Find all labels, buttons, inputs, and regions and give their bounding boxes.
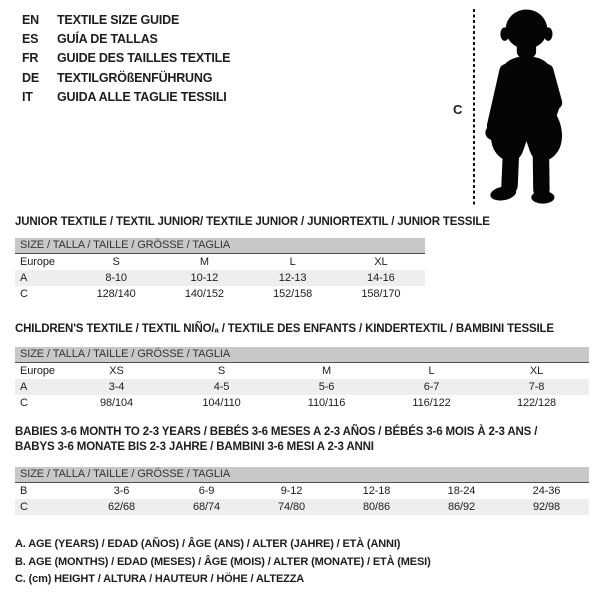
cell-value: 3-6: [113, 485, 130, 497]
row-label: A: [20, 381, 28, 393]
size-header-bar: SIZE / TALLA / TAILLE / GRÖSSE / TAGLIA: [15, 467, 589, 483]
language-row: [22, 30, 230, 49]
language-title: GUÍA DE TALLAS: [57, 32, 158, 47]
row-label: C: [20, 288, 28, 300]
language-row: [22, 88, 230, 107]
cell-value: S: [112, 256, 120, 268]
footnote-line: A. AGE (YEARS) / EDAD (AÑOS) / ÂGE (ANS) / ALTER (JAHRE) / ETÀ (ANNI): [15, 538, 401, 550]
language-code: IT: [22, 89, 33, 104]
table-row: [15, 483, 589, 499]
cell-value: M: [321, 365, 332, 377]
cell-value: 9-12: [280, 485, 303, 497]
language-row: [22, 11, 230, 30]
cell-value: 68/74: [192, 501, 221, 513]
cell-value: 116/122: [412, 397, 451, 409]
cell-value: 12-13: [278, 272, 307, 284]
cell-value: 5-6: [318, 381, 335, 393]
cell-value: 4-5: [213, 381, 230, 393]
table-row: [15, 499, 589, 515]
cell-value: 80/86: [362, 501, 391, 513]
cell-value: 92/98: [532, 501, 561, 513]
size-section: [15, 322, 589, 411]
table-row: [15, 395, 589, 411]
cell-value: M: [199, 256, 209, 268]
language-title: TEXTILE SIZE GUIDE: [57, 13, 180, 27]
cell-value: 104/110: [202, 397, 241, 409]
language-title: TEXTILGRÖßENFÜHRUNG: [57, 70, 213, 85]
section-title: CHILDREN'S TEXTILE / TEXTIL NIÑO/ₐ / TEXTILE DES ENFANTS / KINDERTEXTIL / BAMBINI TESSILE: [15, 323, 554, 335]
cell-value: XS: [109, 365, 124, 377]
cell-value: 86/92: [447, 501, 476, 513]
section-title: BABIES 3-6 MONTH TO 2-3 YEARS / BEBÉS 3-6 MESES A 2-3 AÑOS / BÉBÉS 3-6 MOIS À 2-3 ANS /: [15, 426, 538, 438]
row-label: B: [20, 485, 28, 497]
cell-value: XL: [374, 256, 388, 268]
cell-value: 74/80: [277, 501, 306, 513]
cell-value: 62/68: [107, 501, 136, 513]
cell-value: 18-24: [447, 485, 476, 497]
cell-value: 98/104: [99, 397, 134, 409]
size-table: [15, 483, 589, 515]
table-body: [15, 363, 589, 411]
size-table: [15, 363, 589, 411]
cell-value: 110/116: [307, 397, 346, 409]
cell-value: 12-18: [362, 485, 391, 497]
language-list: [22, 11, 230, 107]
baby-silhouette-icon: [479, 8, 571, 206]
cell-value: L: [289, 256, 296, 268]
cell-value: 152/158: [273, 288, 313, 300]
footnote-line: B. AGE (MONTHS) / EDAD (MESES) / ÂGE (MOIS) / ALTER (MONATE) / ETÀ (MESI): [15, 555, 431, 568]
row-label: C: [20, 397, 28, 409]
cell-value: 158/170: [361, 288, 401, 300]
cell-value: 14-16: [367, 272, 395, 284]
row-label: Europe: [20, 365, 55, 377]
cell-value: 3-4: [108, 381, 125, 393]
cell-value: 8-10: [105, 272, 127, 284]
section-title: BABYS 3-6 MONATE BIS 2-3 JAHRE / BAMBINI 3-6 MESI A 2-3 ANNI: [15, 441, 374, 453]
table-row: [15, 270, 425, 286]
language-row: [22, 49, 230, 68]
size-section: [15, 425, 589, 515]
row-label: Europe: [20, 256, 55, 268]
cell-value: 122/128: [516, 397, 557, 409]
cell-value: XL: [529, 365, 544, 377]
table-body: [15, 254, 425, 302]
cell-value: 10-12: [190, 272, 219, 284]
size-table: [15, 254, 425, 302]
height-measure-label: C: [453, 102, 463, 117]
cell-value: S: [217, 365, 226, 377]
footnote-line: C. (cm) HEIGHT / ALTURA / HAUTEUR / HÖHE / ALTEZZA: [15, 573, 305, 585]
row-label: A: [20, 272, 28, 284]
language-code: EN: [22, 13, 39, 27]
size-header-bar: SIZE / TALLA / TAILLE / GRÖSSE / TAGLIA: [15, 238, 425, 254]
height-measure-dashed-line: [473, 9, 475, 206]
language-code: ES: [22, 32, 39, 47]
cell-value: 7-8: [528, 381, 545, 393]
language-code: DE: [22, 70, 39, 85]
cell-value: L: [428, 365, 435, 377]
language-title: GUIDA ALLE TAGLIE TESSILI: [57, 89, 227, 104]
footnotes: [15, 536, 431, 589]
table-row: [15, 379, 589, 395]
row-label: C: [20, 501, 28, 513]
table-row: [15, 254, 425, 270]
language-row: [22, 69, 230, 88]
size-section: [15, 215, 490, 302]
cell-value: 128/140: [96, 288, 136, 300]
section-title: JUNIOR TEXTILE / TEXTIL JUNIOR/ TEXTILE JUNIOR / JUNIORTEXTIL / JUNIOR TESSILE: [15, 216, 490, 228]
cell-value: 24-36: [532, 485, 561, 497]
table-body: [15, 483, 589, 515]
table-row: [15, 363, 589, 379]
size-header-bar: SIZE / TALLA / TAILLE / GRÖSSE / TAGLIA: [15, 347, 589, 363]
cell-value: 6-9: [198, 485, 215, 497]
cell-value: 6-7: [423, 381, 440, 393]
table-row: [15, 286, 425, 302]
language-title: GUIDE DES TAILLES TEXTILE: [57, 51, 231, 66]
cell-value: 140/152: [184, 288, 224, 300]
language-code: FR: [22, 51, 39, 66]
